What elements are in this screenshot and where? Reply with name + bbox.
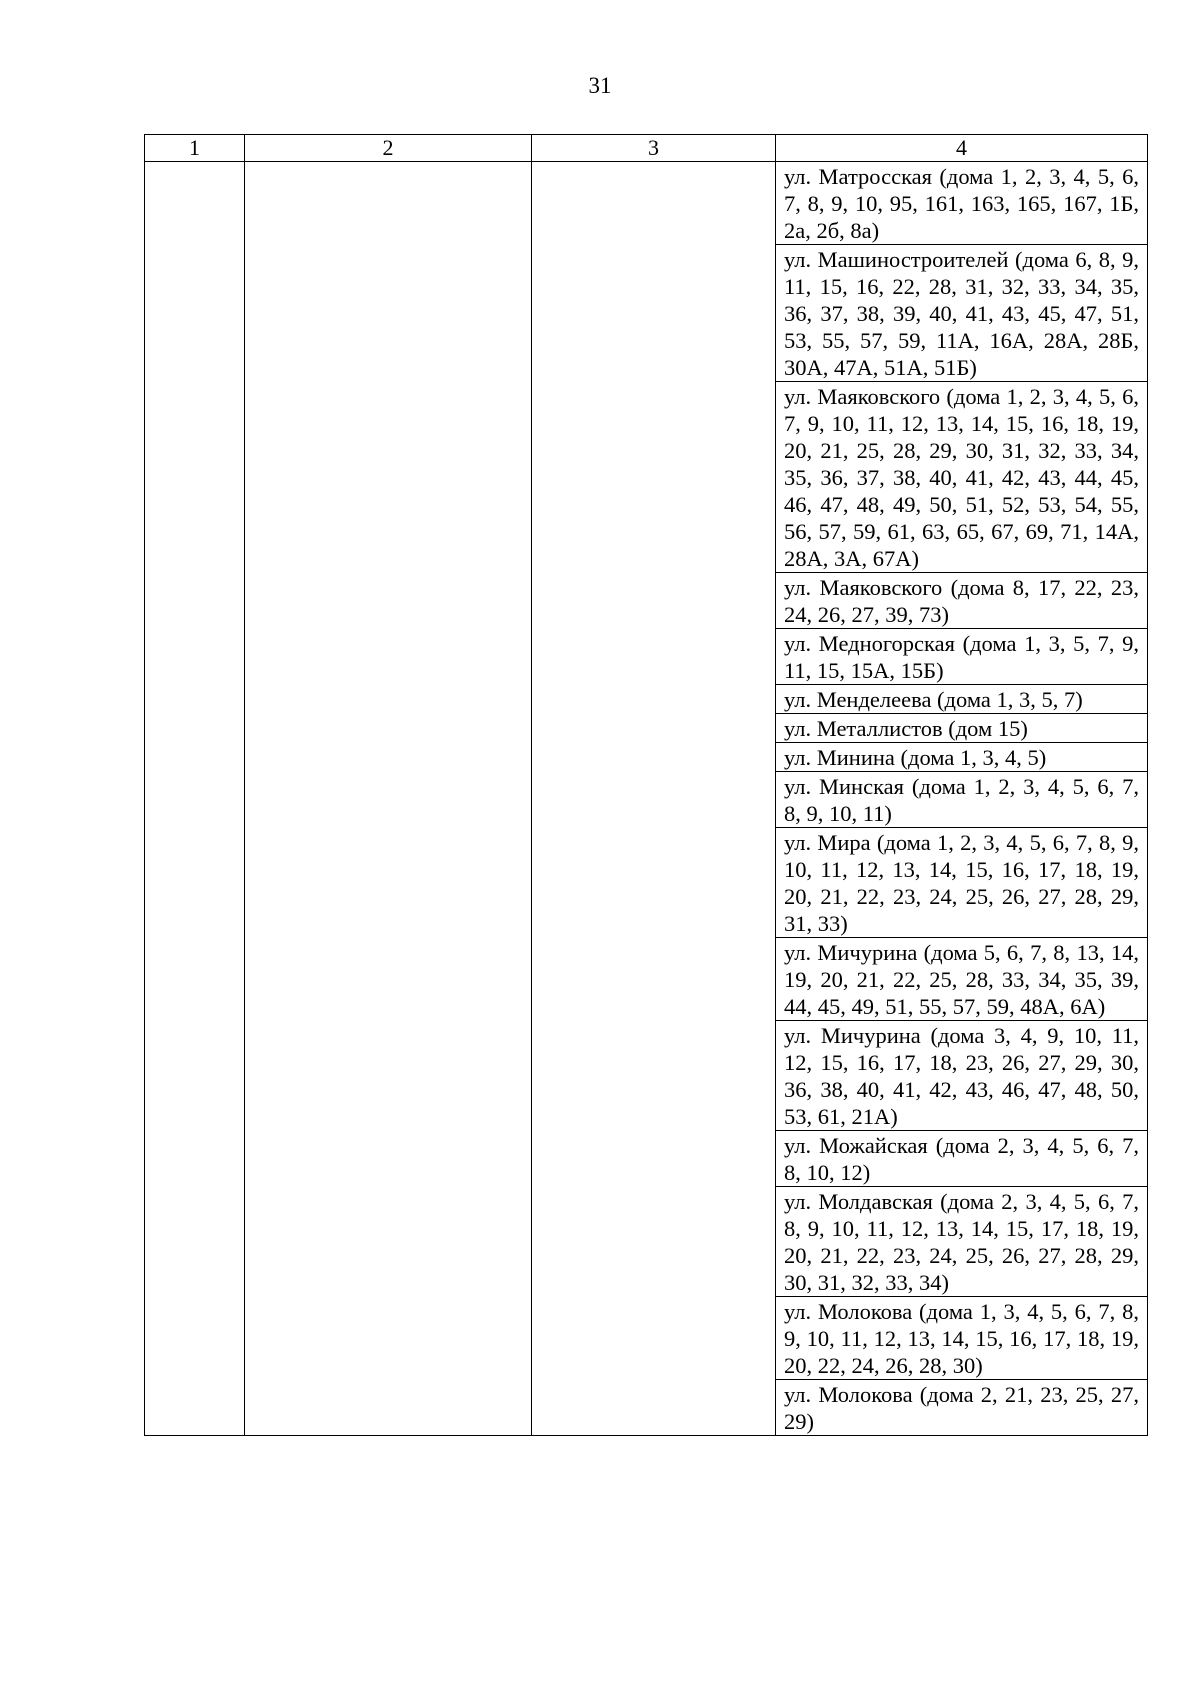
- street-cell-michurina-1: ул. Мичурина (дома 5, 6, 7, 8, 13, 14, 19, 20, 21, 22, 25, 28, 33, 34, 35, 39, 44, 45, 49, 51, 55, 57, 59, 48А, 6А): [776, 938, 1148, 1021]
- street-cell-molokova-2: ул. Молокова (дома 2, 21, 23, 25, 27, 29): [776, 1380, 1148, 1436]
- column-header-2: 2: [245, 135, 532, 162]
- street-cell-minskaya: ул. Минская (дома 1, 2, 3, 4, 5, 6, 7, 8, 9, 10, 11): [776, 772, 1148, 828]
- column-3-cell: [532, 162, 776, 1436]
- street-cell-mayakovskogo-2: ул. Маяковского (дома 8, 17, 22, 23, 24, 26, 27, 39, 73): [776, 573, 1148, 629]
- street-cell-minina: ул. Минина (дома 1, 3, 4, 5): [776, 743, 1148, 772]
- page-number: 31: [588, 73, 612, 98]
- column-header-1: 1: [145, 135, 245, 162]
- addresses-table: [144, 134, 1148, 1436]
- street-cell-metallistov: ул. Металлистов (дом 15): [776, 714, 1148, 743]
- table-header-row: [145, 135, 1148, 162]
- street-cell-mayakovskogo-1: ул. Маяковского (дома 1, 2, 3, 4, 5, 6, 7, 9, 10, 11, 12, 13, 14, 15, 16, 18, 19, 20, 21, 25, 28, 29, 30, 31, 32, 33, 34, 35, 36, 37, 38, 40, 41, 42, 43, 44, 45, 46, 47, 48, 49, 50, 51, 52, 53, 54, 55, 56, 57, 59, 61, 63, 65, 67, 69, 71, 14А, 28А, 3А, 67А): [776, 382, 1148, 573]
- column-header-4: 4: [776, 135, 1148, 162]
- street-cell-mozhayskaya: ул. Можайская (дома 2, 3, 4, 5, 6, 7, 8, 10, 12): [776, 1131, 1148, 1187]
- street-cell-mira: ул. Мира (дома 1, 2, 3, 4, 5, 6, 7, 8, 9, 10, 11, 12, 13, 14, 15, 16, 17, 18, 19, 20, 21, 22, 23, 24, 25, 26, 27, 28, 29, 31, 33): [776, 828, 1148, 938]
- street-cell-mashinostroiteley: ул. Машиностроителей (дома 6, 8, 9, 11, 15, 16, 22, 28, 31, 32, 33, 34, 35, 36, 37, 38, 39, 40, 41, 43, 45, 47, 51, 53, 55, 57, 59, 11А, 16А, 28А, 28Б, 30А, 47А, 51А, 51Б): [776, 245, 1148, 382]
- street-cell-mednogorskaya: ул. Медногорская (дома 1, 3, 5, 7, 9, 11, 15, 15А, 15Б): [776, 629, 1148, 685]
- column-2-cell: [245, 162, 532, 1436]
- street-cell-michurina-2: ул. Мичурина (дома 3, 4, 9, 10, 11, 12, 15, 16, 17, 18, 23, 26, 27, 29, 30, 36, 38, 40, 41, 42, 43, 46, 47, 48, 50, 53, 61, 21А): [776, 1021, 1148, 1131]
- street-cell-moldavskaya: ул. Молдавская (дома 2, 3, 4, 5, 6, 7, 8, 9, 10, 11, 12, 13, 14, 15, 17, 18, 19, 20, 21, 22, 23, 24, 25, 26, 27, 28, 29, 30, 31, 32, 33, 34): [776, 1187, 1148, 1297]
- column-1-cell: [145, 162, 245, 1436]
- street-cell-matrosskaya: ул. Матросская (дома 1, 2, 3, 4, 5, 6, 7, 8, 9, 10, 95, 161, 163, 165, 167, 1Б, 2а, 2б, 8а): [776, 162, 1148, 245]
- street-cell-mendeleeva: ул. Менделеева (дома 1, 3, 5, 7): [776, 685, 1148, 714]
- column-header-3: 3: [532, 135, 776, 162]
- table-row: [145, 162, 1148, 245]
- street-cell-molokova-1: ул. Молокова (дома 1, 3, 4, 5, 6, 7, 8, 9, 10, 11, 12, 13, 14, 15, 16, 17, 18, 19, 20, 22, 24, 26, 28, 30): [776, 1297, 1148, 1380]
